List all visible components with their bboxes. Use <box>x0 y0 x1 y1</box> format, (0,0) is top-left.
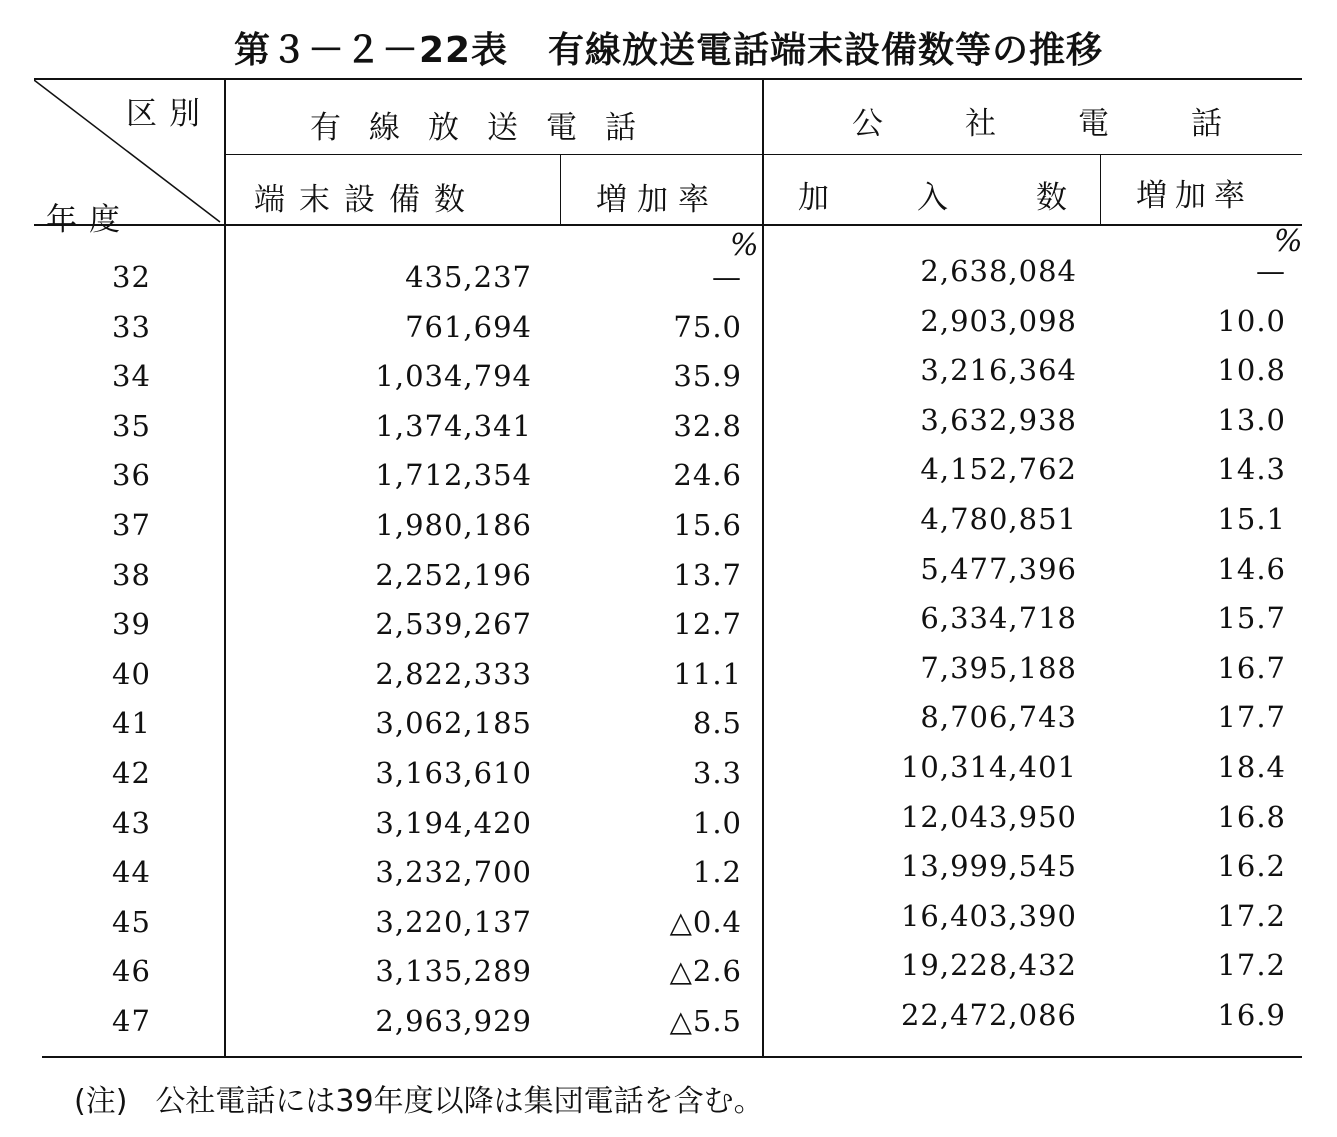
year-cell: 34 <box>112 359 151 394</box>
corner-label-year: 年度 <box>46 202 132 238</box>
subscribers-cell: 19,228,432 <box>900 948 1077 983</box>
year-cell: 38 <box>112 557 151 592</box>
subscribers-cell: 3,632,938 <box>920 402 1077 437</box>
rate-left-cell: 15.6 <box>673 508 742 542</box>
terminals-cell: 3,062,185 <box>375 706 532 741</box>
rate-left-cell: — <box>712 260 742 294</box>
left-rate-divider <box>560 154 561 224</box>
subscribers-cell: 6,334,718 <box>920 601 1077 636</box>
year-cell: 36 <box>112 458 151 493</box>
corner-label-category: 区別 <box>126 96 212 132</box>
rate-left-cell: 8.5 <box>692 706 742 741</box>
subscribers-cell: 12,043,950 <box>900 799 1077 834</box>
subscribers-cell: 10,314,401 <box>900 750 1077 784</box>
rate-right-cell: 16.2 <box>1217 849 1286 884</box>
terminals-cell: 1,374,341 <box>375 408 532 443</box>
table-row <box>34 303 1302 360</box>
table-row <box>34 799 1302 856</box>
subscribers-cell: 4,152,762 <box>920 452 1077 487</box>
rate-right-cell: 13.0 <box>1217 402 1286 437</box>
table-title <box>0 22 1337 73</box>
table-row <box>34 998 1302 1054</box>
terminals-cell: 2,963,929 <box>375 1004 532 1038</box>
rate-right-cell: 16.9 <box>1217 998 1286 1032</box>
rate-right-cell: 14.3 <box>1217 452 1286 487</box>
rate-left-cell: 1.0 <box>692 805 742 840</box>
subscribers-cell: 3,216,364 <box>920 353 1077 388</box>
table-caption: 有線放送電話端末設備数等の推移 <box>548 30 1104 71</box>
rate-right-cell: 16.7 <box>1217 650 1286 685</box>
rate-left-cell: 12.7 <box>673 607 742 642</box>
unit-percent-left: % <box>730 228 759 263</box>
year-cell: 46 <box>112 954 151 989</box>
year-cell: 33 <box>112 309 151 344</box>
table-row <box>34 948 1302 1004</box>
rate-left-cell: 75.0 <box>673 309 742 344</box>
terminals-cell: 1,980,186 <box>375 508 532 542</box>
table-row <box>34 601 1302 657</box>
unit-percent-right: % <box>1274 224 1303 259</box>
terminals-cell: 1,034,794 <box>375 359 532 394</box>
subscribers-cell: 8,706,743 <box>920 700 1077 735</box>
group-divider-rule <box>226 154 1302 155</box>
subscribers-cell: 7,395,188 <box>920 650 1077 685</box>
subscribers-cell: 5,477,396 <box>920 551 1077 586</box>
rate-left-cell: 1.2 <box>692 855 742 890</box>
column-header-subscribers: 加入数 <box>798 180 1155 216</box>
year-cell: 43 <box>112 805 151 840</box>
group-header-wired-broadcast-phone: 有線放送電話 <box>310 110 664 146</box>
column-header-terminals: 端末設備数 <box>254 182 479 218</box>
column-header-rate-right: 増加率 <box>1136 178 1253 214</box>
table-row <box>34 502 1302 558</box>
subscribers-cell: 22,472,086 <box>900 998 1077 1032</box>
subscribers-cell: 2,903,098 <box>920 303 1077 338</box>
subscribers-cell: 4,780,851 <box>920 502 1077 536</box>
rate-right-cell: 15.1 <box>1217 502 1286 536</box>
table-row <box>34 551 1302 608</box>
terminals-cell: 2,822,333 <box>375 656 532 691</box>
year-cell: 45 <box>112 904 151 939</box>
rate-right-cell: 17.2 <box>1217 948 1286 983</box>
rate-left-cell: 13.7 <box>673 557 742 592</box>
rate-right-cell: 17.2 <box>1217 898 1286 933</box>
rate-right-cell: 14.6 <box>1217 551 1286 586</box>
footnote-text: 公社電話には39年度以降は集団電話を含む。 <box>155 1084 764 1119</box>
table-number: 第３－２－22表 <box>233 30 509 71</box>
rate-left-cell: 24.6 <box>673 458 742 493</box>
rate-right-cell: 10.0 <box>1217 303 1286 338</box>
rate-left-cell: 32.8 <box>673 408 742 443</box>
rate-left-cell: 3.3 <box>692 756 742 790</box>
year-cell: 39 <box>112 607 151 642</box>
subscribers-cell: 13,999,545 <box>900 849 1077 884</box>
table-row <box>34 353 1302 409</box>
terminals-cell: 3,163,610 <box>375 756 532 790</box>
terminals-cell: 435,237 <box>405 260 532 294</box>
terminals-cell: 1,712,354 <box>375 458 532 493</box>
year-cell: 40 <box>112 656 151 691</box>
table-row <box>34 898 1302 955</box>
rate-right-cell: 15.7 <box>1217 601 1286 636</box>
table-row <box>34 849 1302 905</box>
bottom-rule <box>42 1056 1302 1058</box>
terminals-cell: 3,220,137 <box>375 904 532 939</box>
subscribers-cell: 2,638,084 <box>920 254 1077 288</box>
terminals-cell: 3,135,289 <box>375 954 532 989</box>
rate-right-cell: — <box>1256 254 1286 288</box>
table-row <box>34 650 1302 707</box>
year-cell: 42 <box>112 756 151 790</box>
year-cell: 47 <box>112 1004 151 1038</box>
data-table <box>34 78 1302 1060</box>
rate-right-cell: 18.4 <box>1217 750 1286 784</box>
table-row <box>34 452 1302 508</box>
year-cell: 37 <box>112 508 151 542</box>
rate-right-cell: 10.8 <box>1217 353 1286 388</box>
rate-left-cell: △5.5 <box>669 1004 742 1038</box>
year-cell: 44 <box>112 855 151 890</box>
year-cell: 35 <box>112 408 151 443</box>
terminals-cell: 3,194,420 <box>375 805 532 840</box>
rate-right-cell: 16.8 <box>1217 799 1286 834</box>
subscribers-cell: 16,403,390 <box>900 898 1077 933</box>
terminals-cell: 3,232,700 <box>375 855 532 890</box>
table-row <box>34 750 1302 806</box>
terminals-cell: 761,694 <box>405 309 532 344</box>
terminals-cell: 2,539,267 <box>375 607 532 642</box>
year-cell: 32 <box>112 260 151 294</box>
table-row <box>34 254 1302 310</box>
group-header-public-phone: 公社電話 <box>852 106 1304 142</box>
footnote <box>74 1076 764 1120</box>
table-row <box>34 700 1302 756</box>
footnote-label: (注) <box>74 1084 128 1119</box>
rate-right-cell: 17.7 <box>1217 700 1286 735</box>
rate-left-cell: 35.9 <box>673 359 742 394</box>
table-row <box>34 402 1302 459</box>
terminals-cell: 2,252,196 <box>375 557 532 592</box>
column-header-rate-left: 増加率 <box>596 182 719 218</box>
rate-left-cell: 11.1 <box>673 656 742 691</box>
rate-left-cell: △0.4 <box>669 904 742 939</box>
year-cell: 41 <box>112 706 151 741</box>
rate-left-cell: △2.6 <box>669 954 742 989</box>
